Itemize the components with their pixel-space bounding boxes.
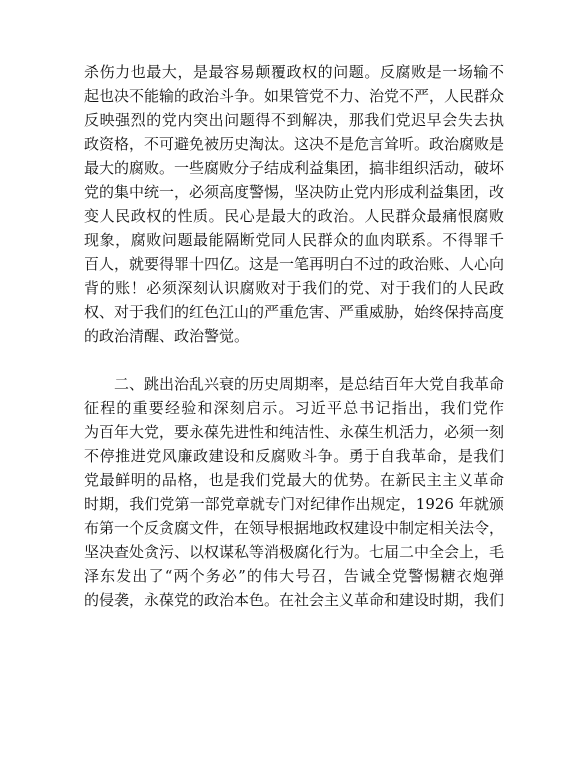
text-line: 党的集中统一，必须高度警惕，坚决防止党内形成利益集团，改 (84, 183, 504, 201)
text-line: 反映强烈的党内突出问题得不到解决，那我们党迟早会失去执 (84, 111, 504, 129)
text-line: 现象，腐败问题最能隔断党同人民群众的血肉联系。不得罪千 (84, 231, 504, 249)
text-line: 为百年大党，要永葆先进性和纯洁性、永葆生机活力，必须一刻 (84, 423, 504, 441)
text-line: 权、对于我们的红色江山的严重危害、严重威胁，始终保持高度 (84, 303, 504, 321)
text-line: 布第一个反贪腐文件，在领导根据地政权建设中制定相关法令， (84, 519, 504, 537)
text-line: 政资格，不可避免被历史淘汰。这决不是危言耸听。政治腐败是 (84, 135, 504, 153)
text-line: 起也决不能输的政治斗争。如果管党不力、治党不严，人民群众 (84, 87, 504, 105)
text-line: 百人，就要得罪十四亿。这是一笔再明白不过的政治账、人心向 (84, 255, 504, 273)
text-line: 时期，我们党第一部党章就专门对纪律作出规定，1926 年就颁 (84, 495, 504, 513)
text-line: 最大的腐败。一些腐败分子结成利益集团，搞非组织活动，破坏 (84, 159, 504, 177)
text-line: 变人民政权的性质。民心是最大的政治。人民群众最痛恨腐败 (84, 207, 504, 225)
text-line: 不停推进党风廉政建设和反腐败斗争。勇于自我革命，是我们 (84, 447, 504, 465)
text-line: 征程的重要经验和深刻启示。习近平总书记指出，我们党作 (84, 399, 504, 417)
text-line: 背的账！必须深刻认识腐败对于我们的党、对于我们的人民政 (84, 279, 504, 297)
text-line: 坚决查处贪污、以权谋私等消极腐化行为。七届二中全会上，毛 (84, 543, 504, 561)
text-line: 的侵袭，永葆党的政治本色。在社会主义革命和建设时期，我们 (84, 591, 504, 609)
text-line: 泽东发出了“两个务必”的伟大号召，告诫全党警惕糖衣炮弹 (84, 567, 504, 585)
text-line: 的政治清醒、政治警觉。 (84, 327, 250, 345)
text-line: 二、跳出治乱兴衰的历史周期率，是总结百年大党自我革命 (84, 375, 504, 393)
text-line: 杀伤力也最大，是最容易颠覆政权的问题。反腐败是一场输不 (84, 63, 504, 81)
text-line: 党最鲜明的品格，也是我们党最大的优势。在新民主主义革命 (84, 471, 504, 489)
